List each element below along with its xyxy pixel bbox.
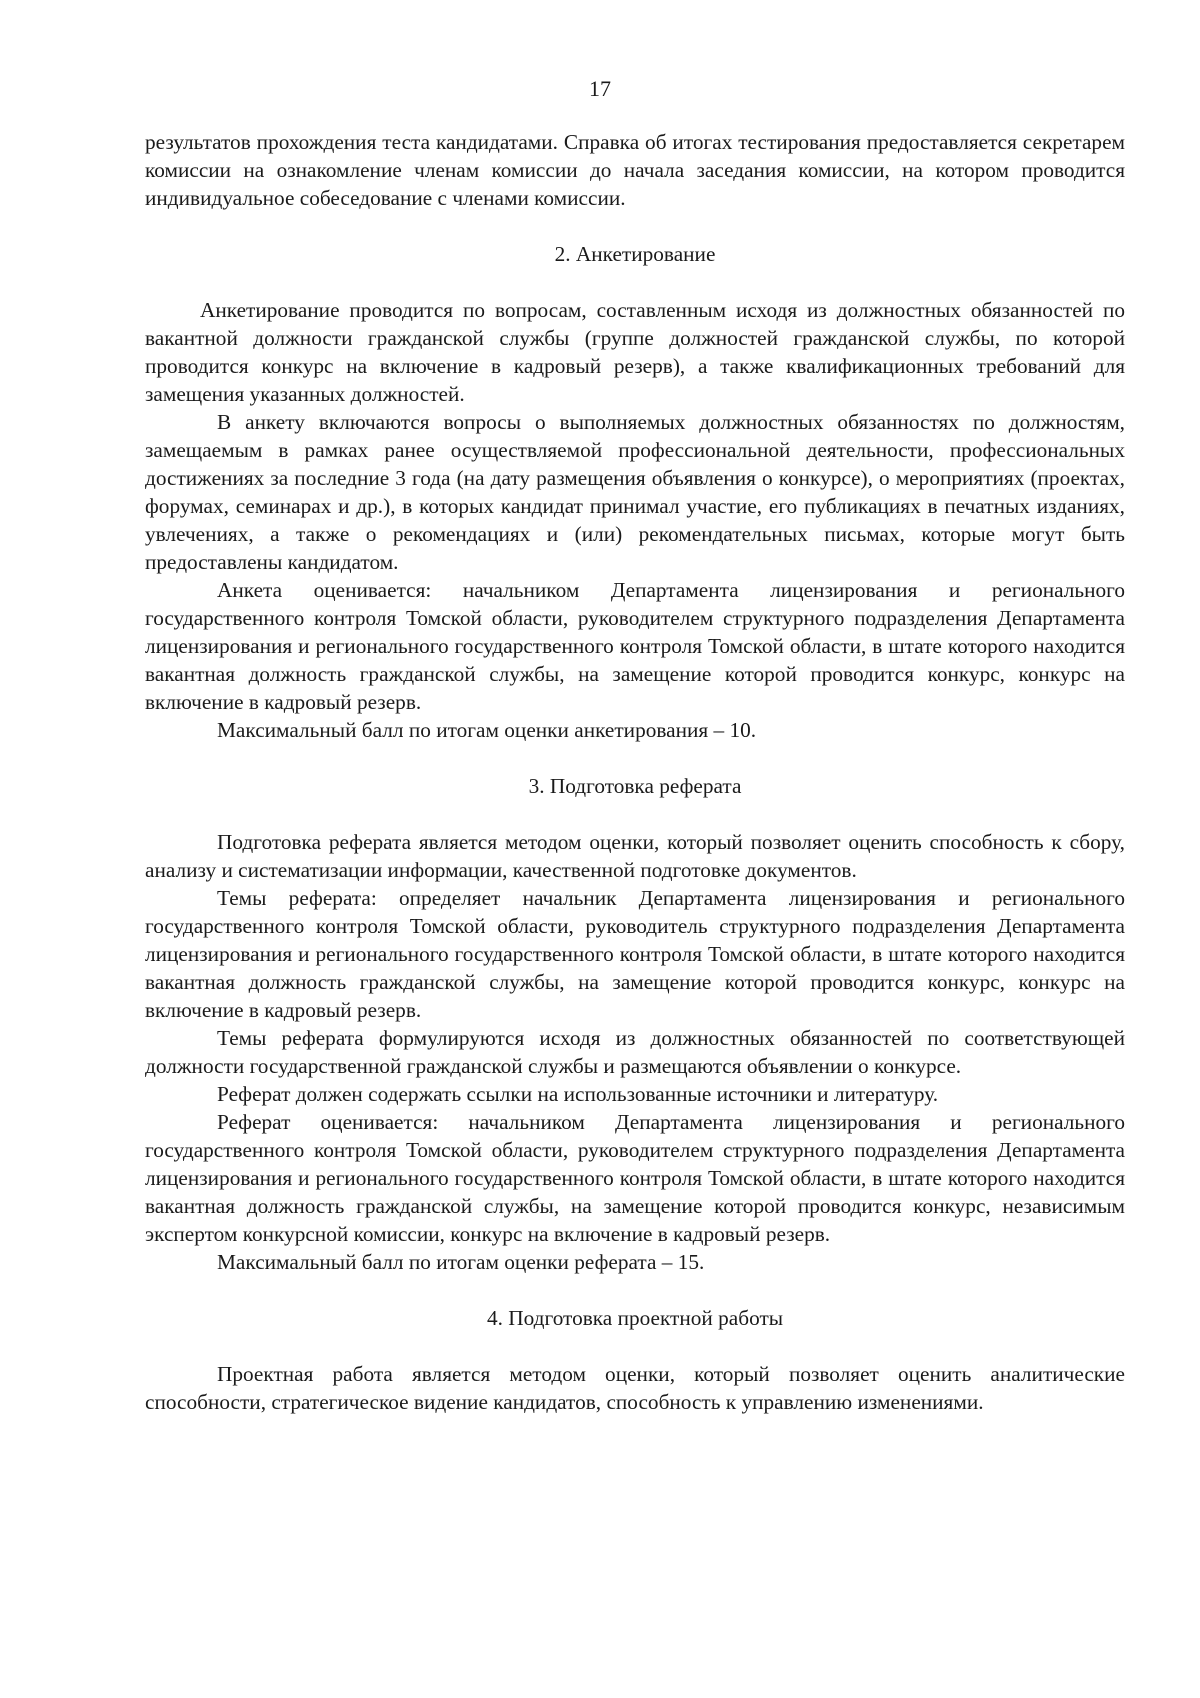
section-heading-questionnaire: 2. Анкетирование xyxy=(554,242,716,266)
paragraph: Максимальный балл по итогам оценки реферата – 15. xyxy=(217,1250,705,1274)
paragraph: Анкетирование проводится по вопросам, составленным исходя из должностных обязанностей по вакантной должности гражданской службы (группе должностей гражданской службы, по которой проводится конкурс на включение в кадровый резерв), а также квалификационных требований для замещения указанных должностей. xyxy=(145,298,1125,406)
intro-paragraph: результатов прохождения теста кандидатами. Справка об итогах тестирования предоставляется секретарем комиссии на ознакомление членам комиссии до начала заседания комиссии, на котором проводится индивидуальное собеседование с членами комиссии. xyxy=(145,130,1125,210)
document-body xyxy=(145,128,1125,1416)
paragraph: Анкета оценивается: начальником Департамента лицензирования и регионального государственного контроля Томской области, руководителем структурного подразделения Департамента лицензирования и регионального государственного контроля Томской области, в штате которого находится вакантная должность гражданской службы, на замещение которой проводится конкурс, конкурс на включение в кадровый резерв. xyxy=(145,578,1125,714)
paragraph: Темы реферата формулируются исходя из должностных обязанностей по соответствующей должности государственной гражданской службы и размещаются объявлении о конкурсе. xyxy=(145,1026,1125,1078)
paragraph: Подготовка реферата является методом оценки, который позволяет оценить способность к сбору, анализу и систематизации информации, качественной подготовке документов. xyxy=(145,830,1125,882)
section-heading-essay: 3. Подготовка реферата xyxy=(528,774,742,798)
paragraph: Проектная работа является методом оценки, который позволяет оценить аналитические способности, стратегическое видение кандидатов, способность к управлению изменениями. xyxy=(145,1362,1125,1414)
paragraph: В анкету включаются вопросы о выполняемых должностных обязанностях по должностям, замещаемым в рамках ранее осуществляемой профессиональной деятельности, профессиональных достижениях за последние 3 года (на дату размещения объявления о конкурсе), о мероприятиях (проектах, форумах, семинарах и др.), в которых кандидат принимал участие, его публикациях в печатных изданиях, увлечениях, а также о рекомендациях и (или) рекомендательных письмах, которые могут быть предоставлены кандидатом. xyxy=(145,410,1125,574)
paragraph: Реферат оценивается: начальником Департамента лицензирования и регионального государственного контроля Томской области, руководителем структурного подразделения Департамента лицензирования и регионального государственного контроля Томской области, в штате которого находится вакантная должность гражданской службы, на замещение которой проводится конкурс, независимым экспертом конкурсной комиссии, конкурс на включение в кадровый резерв. xyxy=(145,1110,1125,1246)
paragraph: Реферат должен содержать ссылки на использованные источники и литературу. xyxy=(217,1082,939,1106)
section-heading-project-work: 4. Подготовка проектной работы xyxy=(486,1306,784,1330)
page-number: 17 xyxy=(589,76,611,101)
paragraph: Темы реферата: определяет начальник Департамента лицензирования и регионального государственного контроля Томской области, руководитель структурного подразделения Департамента лицензирования и регионального государственного контроля Томской области, в штате которого находится вакантная должность гражданской службы, на замещение которой проводится конкурс, конкурс на включение в кадровый резерв. xyxy=(145,886,1125,1022)
paragraph: Максимальный балл по итогам оценки анкетирования – 10. xyxy=(217,718,757,742)
